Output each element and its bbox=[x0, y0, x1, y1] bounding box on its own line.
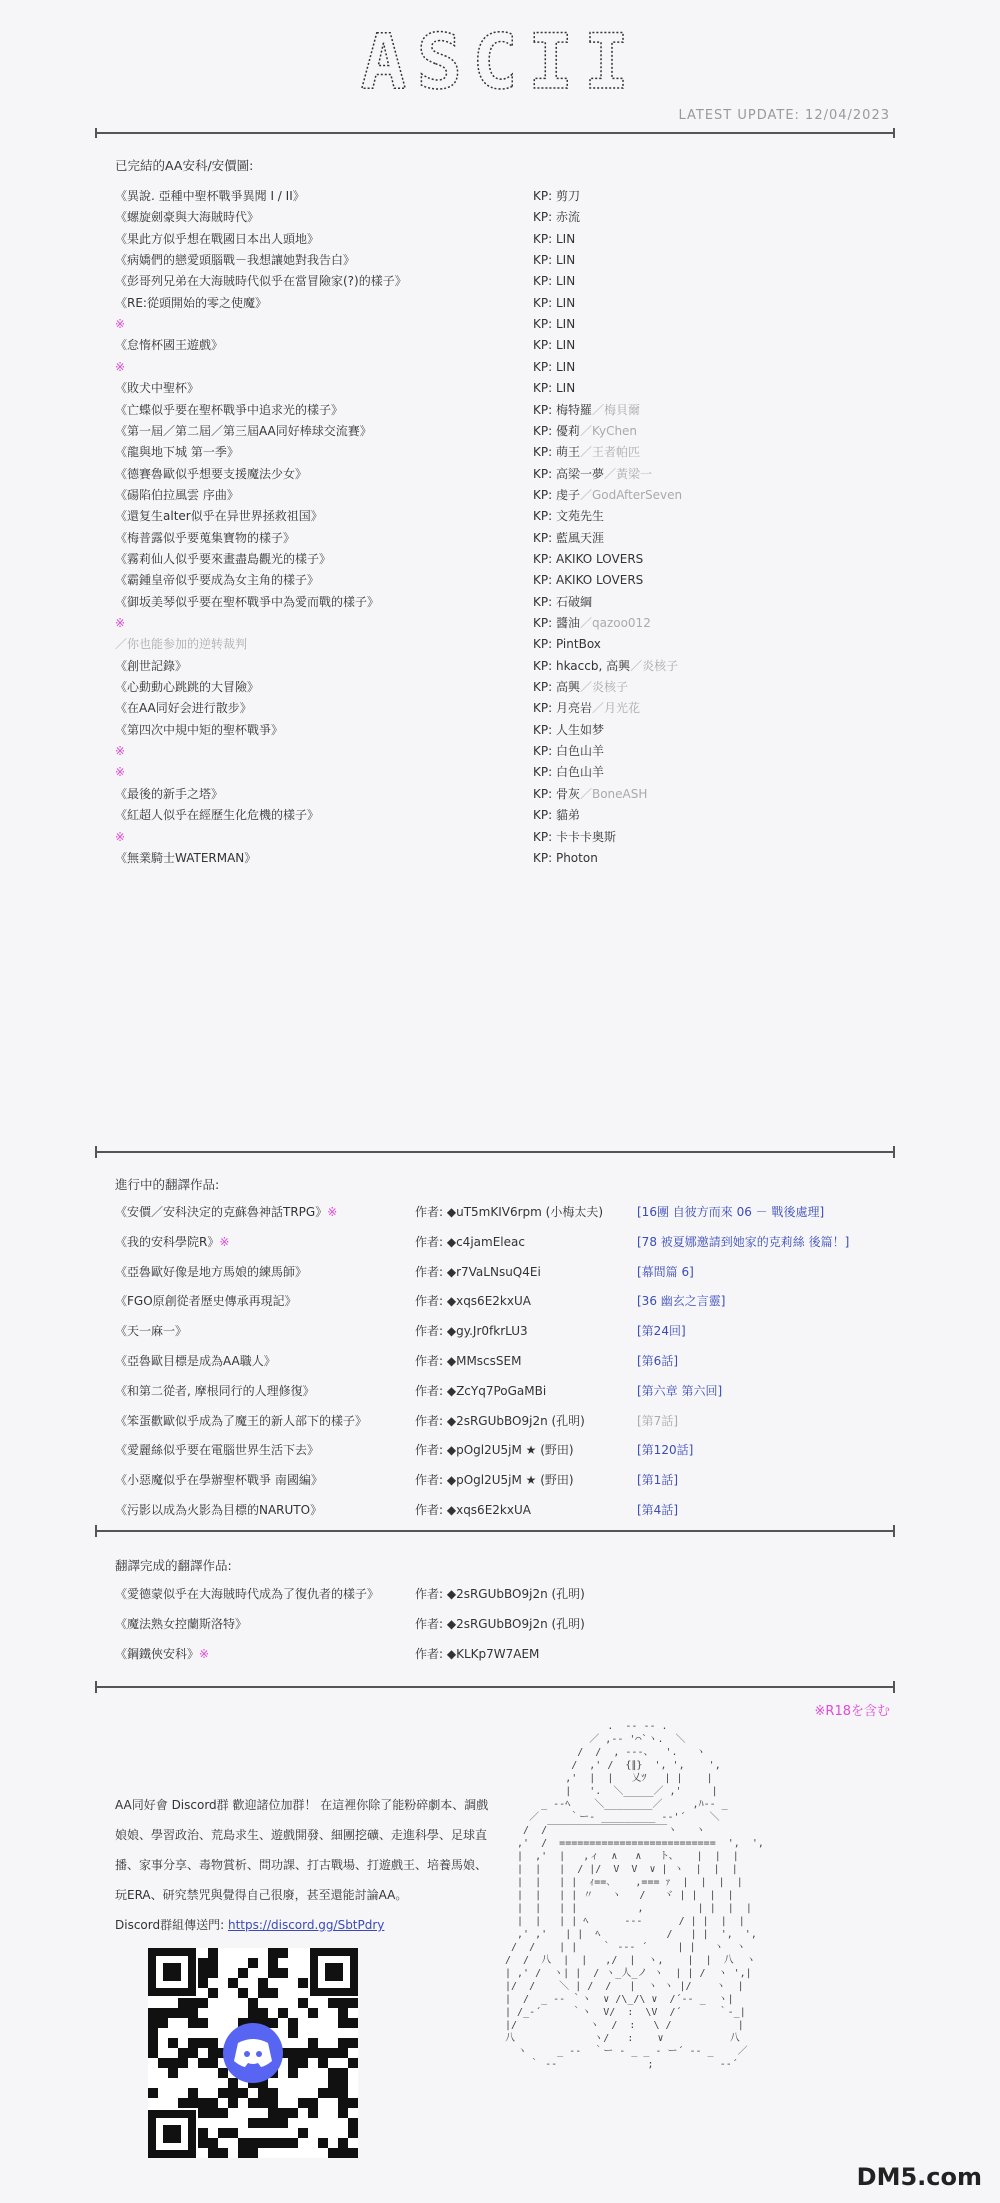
work-title-text: 《安價／安科決定的克蘇魯神話TRPG》 bbox=[115, 1205, 328, 1219]
ongoing-section-title: 進行中的翻譯作品: bbox=[115, 1177, 220, 1192]
work-title-text: 《魔法熟女控蘭斯洛特》 bbox=[115, 1617, 248, 1631]
work-title[interactable]: 《梅普露似乎要蒐集寶物的樣子》 bbox=[115, 530, 296, 545]
kp-main: KP: 骨灰 bbox=[533, 786, 580, 801]
work-title-text: 《FGO原創從者歷史傳承再現記》 bbox=[115, 1294, 297, 1309]
list-item bbox=[115, 1289, 915, 1313]
author-name: 作者: ◆c4jamEleac bbox=[415, 1234, 525, 1249]
episode-link[interactable]: [16團 自彼方而來 06 － 戰後處理] bbox=[637, 1205, 825, 1219]
work-title-text: 《小惡魔似乎在學辦聖杯戰爭 南國編》 bbox=[115, 1473, 323, 1488]
author-name: 作者: ◆xqs6E2kxUA bbox=[415, 1294, 531, 1309]
svg-text:ASCII: ASCII bbox=[360, 22, 640, 100]
frame-tick bbox=[893, 1146, 895, 1158]
kp-main: KP: 人生如梦 bbox=[533, 722, 604, 737]
kp-alt: ／KyChen bbox=[579, 423, 638, 438]
work-title-text: 《亞魯歐好像是地方馬娘的練馬師》 bbox=[115, 1264, 308, 1279]
frame-top-line bbox=[95, 132, 895, 134]
work-title-text: 《愛麗絲似乎要在電腦世界生活下去》 bbox=[115, 1443, 320, 1458]
work-title[interactable]: 《德賽魯歐似乎想要支援魔法少女》 bbox=[115, 466, 308, 481]
frame-tick bbox=[893, 1525, 895, 1537]
kp-main: KP: 卡卡卡奥斯 bbox=[533, 829, 616, 844]
discord-block bbox=[115, 1790, 495, 1940]
ascii-logo bbox=[330, 22, 670, 100]
work-title[interactable]: 《第四次中規中矩的聖杯戰爭》 bbox=[115, 722, 284, 737]
kp-main: KP: 高梁一夢 bbox=[533, 466, 604, 481]
r18-mark: ※ bbox=[115, 829, 126, 844]
work-title-text: 《我的安科學院R》 bbox=[115, 1234, 220, 1249]
kp-alt: ／GodAfterSeven bbox=[579, 487, 683, 502]
kp-main: KP: 月亮岩 bbox=[533, 701, 592, 716]
work-title[interactable] bbox=[115, 1260, 307, 1284]
episode-link[interactable]: [幕間篇 6] bbox=[637, 1264, 694, 1279]
kp-alt: ／月光花 bbox=[591, 701, 640, 716]
work-title[interactable]: 《最後的新手之塔》 bbox=[115, 786, 224, 801]
kp-main: KP: AKIKO LOVERS bbox=[533, 573, 644, 588]
work-title-text: 《和第二從者, 摩根同行的人理修復》 bbox=[115, 1383, 315, 1398]
section-divider bbox=[95, 1530, 895, 1532]
r18-mark: ※ bbox=[115, 317, 126, 332]
kp-alt: ／梅貝爾 bbox=[591, 402, 640, 417]
discord-link-label: Discord群組傳送門: bbox=[115, 1918, 225, 1932]
kp-main: KP: LIN bbox=[533, 381, 576, 396]
frame-tick bbox=[95, 128, 97, 138]
work-title[interactable]: 《還复生alter似乎在异世界拯救祖国》 bbox=[115, 509, 323, 524]
discord-text: AA同好會 Discord群 歡迎諸位加群！ 在這裡你除了能粉碎劇本、調戲娘娘、學習政治、荒島求生、遊戲開發、細團挖礦、走進科學、足球直播、家事分享、毒物賞析、問功課、打古戰場、打遊戲王、培養馬娘、玩ERA、研究禁咒與覺得自己很廢，甚至還能討論AA。 bbox=[115, 1798, 489, 1902]
completed-section-title: 已完結的AA安科/安價圖: bbox=[115, 158, 254, 173]
r18-note: ※R18を含む bbox=[814, 1704, 890, 1719]
kp-main: KP: 優莉 bbox=[533, 423, 580, 438]
ascii-art-illustration: . -‐ ‐- . ／ ,-‐ '⌒`ヽ. ＼ / / , -‐-、 '. ヽ / ,' / {∥} ', ', ', ,' | | 乂ﾂ | | | | '. ＼_____／ ,' | _ -‐ﾍ ＼________／ ,ﾊ‐- _ ／ ｀ー- _________ -‐'´ ＼ / /￣￣￣￣￣￣￣￣￣￣￣￣ヽ ヽ ,' / ========================== ', ', | ,' | ,ィ ∧ ∧ ト、 | | | | | | / |/ V V ∨ | ヽ | | | | | | | ｨ==､ ,=== ｧ | | | | | | | | 〃 ヽ / ヾ | | | | | | | | , | | | | | | | | ﾍ ‐-‐ / | | | | ,' ,' | | ﾍ / | | ', ', / / | | ｀ ‐-‐ ´ | | ヽ ヽ / / 八 | | ,/ | ヽ, | | 八 ヽ | ,' / ヽ| | / ヽ_人_ノ ヽ | | / ヽ ',| |/ / ＼ | / / | ヽ ヽ |/ ヽ | | / _ -‐ ｀ヽ ∨ /\_/\ ∨ /´‐- _ ヽ| | /_-´ ｀ヽ V/ : \V /´ ｀-_| |/ ヽ / : \ / | 八 ヽ/ : ∨ 八 ヽ _ -‐ ｀ー - _ _ - ー´ ‐- _ ／ ｀ ‐- ; -‐´ bbox=[505, 1721, 764, 2070]
discord-qr-code bbox=[148, 1948, 358, 2158]
work-title[interactable]: 《敗犬中聖杯》 bbox=[115, 381, 200, 396]
list-item bbox=[115, 1230, 915, 1254]
work-title[interactable]: 《紅超人似乎在經歷生化危機的樣子》 bbox=[115, 808, 320, 823]
work-title-text: 《污影以成為火影為目標的NARUTO》 bbox=[115, 1503, 323, 1517]
work-title[interactable]: 《異說. 亞種中聖杯戰爭異聞 I / II》 bbox=[115, 189, 305, 203]
work-title[interactable]: 《彭哥列兄弟在大海賊時代似乎在當冒險家(?)的樣子》 bbox=[115, 274, 407, 289]
section-divider bbox=[95, 1151, 895, 1153]
work-title[interactable] bbox=[115, 1349, 276, 1373]
kp-main: KP: 虔子 bbox=[533, 487, 580, 502]
kp-main: KP: 貓弟 bbox=[533, 808, 580, 823]
work-title-text: 《亞魯歐目標是成為AA職人》 bbox=[115, 1354, 276, 1368]
frame-tick bbox=[95, 1146, 97, 1158]
episode-link[interactable]: [第7話] bbox=[637, 1413, 678, 1428]
frame-bottom-line bbox=[95, 1686, 895, 1688]
work-title[interactable]: 《御坂美琴似乎要在聖杯戰爭中為愛而戰的樣子》 bbox=[115, 594, 380, 609]
author-name: 作者: ◆ZcYq7PoGaMBi bbox=[415, 1383, 547, 1398]
work-title[interactable]: 《第一屆／第二屆／第三屆AA同好棒球交流賽》 bbox=[115, 423, 372, 438]
author-name: 作者: ◆pOgl2U5jM ★ (野田) bbox=[415, 1443, 574, 1458]
r18-mark: ※ bbox=[115, 359, 126, 374]
kp-main: KP: 高興 bbox=[533, 680, 580, 695]
kp-main: KP: 白色山羊 bbox=[533, 765, 604, 780]
r18-mark: ※ bbox=[327, 1205, 338, 1219]
work-title[interactable]: 《RE:從頭開始的零之使魔》 bbox=[115, 295, 267, 310]
work-title-text: 《笨蛋歡歐似乎成為了魔王的新人部下的樣子》 bbox=[115, 1413, 368, 1428]
author-name: 作者: ◆2sRGUbBO9j2n (孔明) bbox=[415, 1413, 585, 1428]
kp-main: KP: 醬油 bbox=[533, 616, 580, 630]
work-title[interactable] bbox=[115, 1582, 379, 1606]
episode-link[interactable]: [第六章 第六回] bbox=[637, 1383, 723, 1398]
work-note: ／你也能参加的逆转裁判 bbox=[115, 637, 248, 652]
kp-main: KP: Photon bbox=[533, 850, 598, 865]
work-title[interactable] bbox=[115, 1230, 229, 1254]
list-item bbox=[115, 1260, 915, 1284]
kp-alt: ／炎核子 bbox=[579, 680, 628, 695]
work-title[interactable] bbox=[115, 1379, 315, 1403]
r18-mark: ※ bbox=[219, 1234, 230, 1249]
work-title[interactable]: 《無業騎士WATERMAN》 bbox=[115, 850, 257, 865]
work-title[interactable]: 《亡蝶似乎要在聖杯戰爭中追求光的樣子》 bbox=[115, 402, 344, 417]
kp-main: KP: AKIKO LOVERS bbox=[533, 551, 644, 566]
frame-tick bbox=[893, 1681, 895, 1693]
kp-main: KP: 石破綱 bbox=[533, 594, 592, 609]
work-title[interactable] bbox=[115, 1468, 323, 1492]
kp-main: KP: LIN bbox=[533, 359, 576, 374]
episode-link[interactable]: [第120話] bbox=[637, 1443, 694, 1458]
frame-tick bbox=[95, 1525, 97, 1537]
work-title[interactable] bbox=[115, 1612, 247, 1636]
finished-section-title: 翻譯完成的翻譯作品: bbox=[115, 1558, 232, 1573]
work-title[interactable]: 《果此方似乎想在戰國日本出人頭地》 bbox=[115, 231, 320, 246]
list-item bbox=[115, 1319, 915, 1343]
episode-link[interactable]: [36 幽玄之言靈] bbox=[637, 1294, 726, 1309]
kp-main: KP: 梅特羅 bbox=[533, 402, 592, 417]
work-title[interactable] bbox=[115, 1200, 337, 1224]
author-name: 作者: ◆2sRGUbBO9j2n (孔明) bbox=[415, 1587, 585, 1601]
author-name: 作者: ◆MMscsSEM bbox=[415, 1354, 522, 1368]
frame-tick bbox=[95, 1681, 97, 1693]
kp-name bbox=[533, 846, 598, 870]
discord-link-row bbox=[115, 1910, 495, 1940]
author-name: 作者: ◆KLKp7W7AEM bbox=[415, 1647, 540, 1661]
kp-main: KP: LIN bbox=[533, 295, 576, 310]
work-title[interactable]: 《怠惰杯國王遊戲》 bbox=[115, 338, 224, 353]
list-item bbox=[115, 1612, 915, 1636]
list-item bbox=[115, 1349, 915, 1373]
work-title[interactable]: 《創世記錄》 bbox=[115, 658, 188, 673]
kp-main: KP: PintBox bbox=[533, 637, 601, 652]
list-item bbox=[115, 1409, 915, 1433]
work-title[interactable]: 《龍與地下城 第一季》 bbox=[115, 445, 239, 460]
kp-main: KP: 赤流 bbox=[533, 210, 580, 225]
author-name: 作者: ◆2sRGUbBO9j2n (孔明) bbox=[415, 1617, 585, 1631]
work-title[interactable]: 《病嬌們的戀愛頭腦戰－我想讓她對我告白》 bbox=[115, 253, 356, 268]
work-title[interactable] bbox=[115, 1498, 322, 1522]
kp-main: KP: 文苑先生 bbox=[533, 509, 604, 524]
list-item bbox=[115, 1438, 915, 1462]
author-name: 作者: ◆xqs6E2kxUA bbox=[415, 1503, 531, 1517]
discord-link[interactable]: https://discord.gg/SbtPdry bbox=[227, 1918, 385, 1932]
kp-alt: ／炎核子 bbox=[630, 658, 679, 673]
list-item bbox=[115, 1498, 915, 1522]
work-title[interactable] bbox=[115, 1438, 319, 1462]
work-title[interactable]: 《碭陷伯拉風雲 序曲》 bbox=[115, 487, 239, 502]
list-item bbox=[115, 1582, 915, 1606]
r18-mark: ※ bbox=[199, 1647, 210, 1661]
frame-tick bbox=[893, 128, 895, 138]
list-item bbox=[115, 1468, 915, 1492]
episode-link[interactable]: [第4話] bbox=[637, 1503, 678, 1517]
kp-alt: ／BoneASH bbox=[579, 786, 648, 801]
work-title-text: 《天一麻一》 bbox=[115, 1324, 188, 1339]
kp-main: KP: LIN bbox=[533, 317, 576, 332]
work-title[interactable] bbox=[115, 1642, 209, 1666]
r18-mark: ※ bbox=[115, 744, 126, 759]
work-title[interactable] bbox=[115, 1319, 187, 1343]
work-title[interactable]: 《在AA同好会进行散步》 bbox=[115, 701, 252, 716]
work-title[interactable] bbox=[115, 1409, 367, 1433]
kp-main: KP: 白色山羊 bbox=[533, 744, 604, 759]
author-name: 作者: ◆pOgl2U5jM ★ (野田) bbox=[415, 1473, 574, 1488]
list-item bbox=[115, 1642, 915, 1666]
author-name: 作者: ◆gy.Jr0fkrLU3 bbox=[415, 1324, 528, 1339]
author-name: 作者: ◆uT5mKIV6rpm (小梅太夫) bbox=[415, 1205, 604, 1219]
work-title-text: 《鋼鐵俠安科》 bbox=[115, 1647, 200, 1661]
author-name: 作者: ◆r7VaLNsuQ4Ei bbox=[415, 1264, 541, 1279]
list-item bbox=[115, 1379, 915, 1403]
work-title[interactable]: 《霧莉仙人似乎要來畫盡島觀光的樣子》 bbox=[115, 551, 332, 566]
kp-main: KP: LIN bbox=[533, 253, 576, 268]
r18-mark: ※ bbox=[115, 765, 126, 780]
work-title[interactable]: 《心動動心跳跳的大冒險》 bbox=[115, 680, 260, 695]
latest-update: LATEST UPDATE: 12/04/2023 bbox=[678, 108, 890, 123]
kp-alt: ／qazoo012 bbox=[579, 616, 651, 630]
kp-alt: ／王者帕匹 bbox=[579, 445, 640, 460]
kp-main: KP: 剪刀 bbox=[533, 189, 580, 203]
kp-main: KP: 藍風天涯 bbox=[533, 530, 604, 545]
work-title[interactable] bbox=[115, 1289, 297, 1313]
list-item bbox=[115, 846, 905, 870]
work-title-text: 《愛德蒙似乎在大海賊時代成為了復仇者的樣子》 bbox=[115, 1587, 380, 1601]
episode-link[interactable]: [78 被夏娜邀請到她家的克莉絲 後篇！] bbox=[637, 1234, 850, 1249]
work-title[interactable]: 《霸鍾皇帝似乎要成為女主角的樣子》 bbox=[115, 573, 320, 588]
work-title[interactable]: 《螺旋劍豪與大海賊時代》 bbox=[115, 210, 260, 225]
kp-main: KP: LIN bbox=[533, 274, 576, 289]
episode-link[interactable]: [第6話] bbox=[637, 1354, 678, 1368]
kp-main: KP: hkaccb, 高興 bbox=[533, 658, 631, 673]
r18-mark: ※ bbox=[115, 616, 126, 630]
kp-alt: ／黃梁一 bbox=[603, 466, 652, 481]
list-item bbox=[115, 1200, 915, 1224]
episode-link[interactable]: [第1話] bbox=[637, 1473, 678, 1488]
episode-link[interactable]: [第24回] bbox=[637, 1324, 686, 1339]
kp-main: KP: LIN bbox=[533, 338, 576, 353]
kp-main: KP: 萌王 bbox=[533, 445, 580, 460]
watermark: DM5.com bbox=[856, 2163, 982, 2191]
kp-main: KP: LIN bbox=[533, 231, 576, 246]
